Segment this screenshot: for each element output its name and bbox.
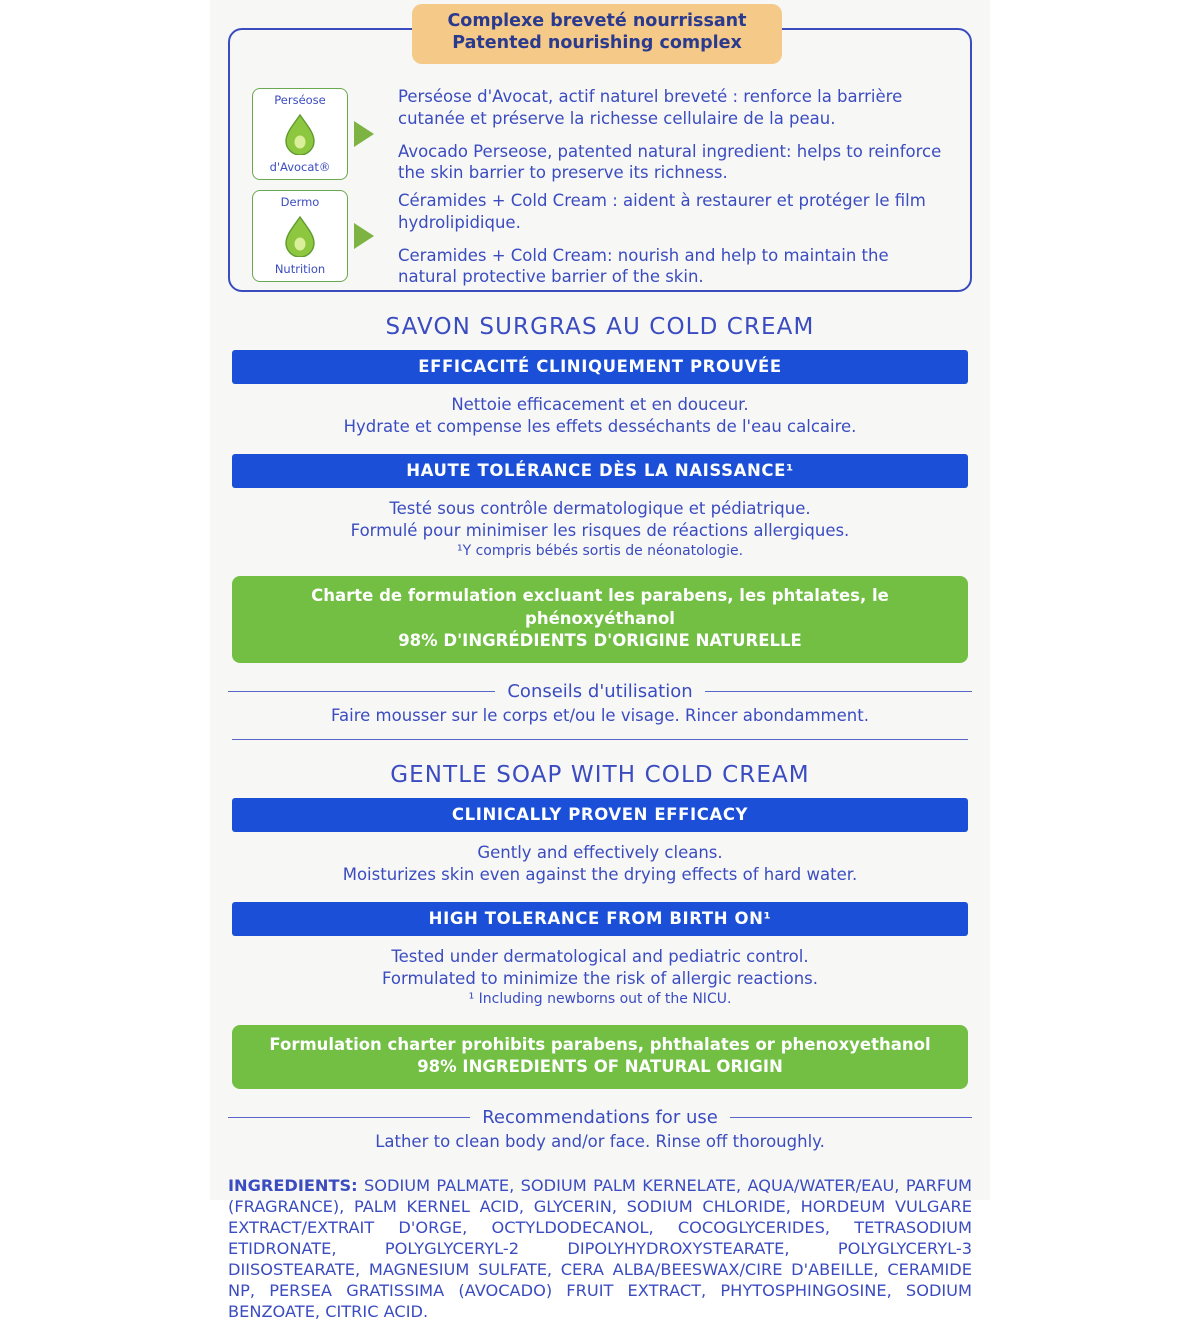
en-charter-line1: Formulation charter prohibits parabens, phthalates or phenoxyethanol: [269, 1034, 931, 1054]
fr-advice-block: [228, 681, 972, 725]
complex-title-fr: Complexe breveté nourrissant: [447, 11, 747, 31]
fr-advice-title: Conseils d'utilisation: [507, 681, 693, 703]
en-tolerance-line2: Formulated to minimize the risk of allergic reactions.: [381, 968, 819, 988]
content-column: [228, 0, 972, 1322]
perseose-text-block: [398, 86, 950, 184]
ingredient-chip-row-dermonutrition: [252, 190, 374, 282]
perseose-text-fr: Perséose d'Avocat, actif naturel breveté : renforce la barrière cutanée et préserve la richesse cellulaire de la peau.: [398, 87, 903, 128]
fr-charter-line2: 98% D'INGRÉDIENTS D'ORIGINE NATURELLE: [398, 630, 802, 650]
fr-advice-text: Faire mousser sur le corps et/ou le visage. Rincer abondamment.: [331, 706, 869, 726]
section-title-fr: SAVON SURGRAS AU COLD CREAM: [385, 314, 815, 340]
perseose-text-en: Avocado Perseose, patented natural ingredient: helps to reinforce the skin barrier to preserve its richness.: [398, 141, 942, 183]
patented-complex-box: [228, 11, 972, 292]
fr-efficacy-line2: Hydrate et compense les effets desséchants de l'eau calcaire.: [343, 416, 857, 436]
rule-right: [705, 691, 972, 692]
en-advice-text: Lather to clean body and/or face. Rinse off thoroughly.: [375, 1132, 825, 1152]
dermonutrition-chip-label-bottom: Nutrition: [274, 262, 326, 277]
fr-charter-line1: Charte de formulation excluant les parabens, les phtalates, le phénoxyéthanol: [311, 586, 889, 628]
en-tolerance-footnote: ¹ Including newborns out of the NICU.: [468, 990, 732, 1007]
arrow-right-icon: [354, 223, 374, 249]
fr-efficacy-bar: EFFICACITÉ CLINIQUEMENT PROUVÉE: [232, 350, 968, 384]
rule-right: [730, 1117, 972, 1118]
en-efficacy-line1: Gently and effectively cleans.: [477, 843, 723, 863]
fr-advice-heading: [228, 681, 972, 702]
fr-tolerance-line1: Testé sous contrôle dermatologique et pédiatrique.: [389, 498, 811, 518]
fr-tolerance-footnote: ¹Y compris bébés sortis de néonatologie.: [456, 542, 744, 559]
avocado-drop-icon: [283, 113, 317, 155]
en-formulation-charter: [232, 1025, 968, 1090]
perseose-chip: [252, 88, 348, 180]
en-efficacy-text: [228, 842, 972, 886]
en-charter-line2: 98% INGREDIENTS OF NATURAL ORIGIN: [417, 1056, 783, 1076]
fr-efficacy-line1: Nettoie efficacement et en douceur.: [451, 395, 749, 414]
complex-title-en: Patented nourishing complex: [452, 32, 742, 53]
en-advice-heading: [228, 1107, 972, 1128]
ingredients-block: [228, 1175, 972, 1322]
ingredients-list: SODIUM PALMATE, SODIUM PALM KERNELATE, AQUA/WATER/EAU, PARFUM (FRAGRANCE), PALM KERNEL ACID, GLYCERIN, SODIUM CHLORIDE, HORDEUM VULGARE EXTRACT/EXTRAIT D'ORGE, OCTYLDODECANOL, COCOGLYCERIDES, TETRASODIUM ETIDRONATE, POLYGLYCERYL-2 DIPOLYHYDROXYSTEARATE, POLYGLYCERYL-3 DIISOSTEARATE, MAGNESIUM SULFATE, CERA ALBA/BEESWAX/CIRE D'ABEILLE, CERAMIDE NP, PERSEA GRATISSIMA (AVOCADO) FRUIT EXTRACT, PHYTOSPHINGOSINE, SODIUM BENZOATE, CITRIC ACID.: [228, 1176, 972, 1322]
fr-tolerance-bar: HAUTE TOLÉRANCE DÈS LA NAISSANCE¹: [232, 454, 968, 488]
en-efficacy-line2: Moisturizes skin even against the drying effects of hard water.: [342, 865, 858, 885]
ingredients-label: INGREDIENTS:: [228, 1176, 358, 1196]
rule-left: [228, 1117, 470, 1118]
fr-tolerance-text: [228, 498, 972, 560]
ingredient-chip-row-perseose: [252, 88, 374, 180]
dermonutrition-text-block: [398, 190, 950, 288]
en-advice-title: Recommendations for use: [482, 1107, 718, 1129]
section-title-en: GENTLE SOAP WITH COLD CREAM: [390, 762, 810, 789]
dermonutrition-chip: [252, 190, 348, 282]
complex-title: [412, 4, 782, 64]
rule-left: [228, 691, 495, 692]
dermonutrition-text-en: Ceramides + Cold Cream: nourish and help to maintain the natural protective barrier of the skin.: [398, 245, 889, 287]
fr-tolerance-line2: Formulé pour minimiser les risques de réactions allergiques.: [350, 520, 850, 540]
perseose-chip-label-top: Perséose: [274, 93, 326, 107]
en-advice-block: [228, 1107, 972, 1151]
arrow-right-icon: [354, 121, 374, 147]
en-tolerance-bar: HIGH TOLERANCE FROM BIRTH ON¹: [232, 902, 968, 936]
en-efficacy-bar: CLINICALLY PROVEN EFFICACY: [232, 798, 968, 832]
en-tolerance-line1: Tested under dermatological and pediatric control.: [391, 947, 809, 967]
section-divider: [232, 739, 968, 740]
dermonutrition-text-fr: Céramides + Cold Cream : aident à restaurer et protéger le film hydrolipidique.: [398, 191, 926, 232]
perseose-chip-label-bottom: d'Avocat®: [269, 160, 331, 175]
dermonutrition-chip-label-top: Dermo: [280, 195, 320, 209]
en-tolerance-text: [228, 946, 972, 1008]
fr-formulation-charter: [232, 576, 968, 663]
nutrition-drop-icon: [283, 215, 317, 257]
fr-efficacy-text: [228, 394, 972, 438]
